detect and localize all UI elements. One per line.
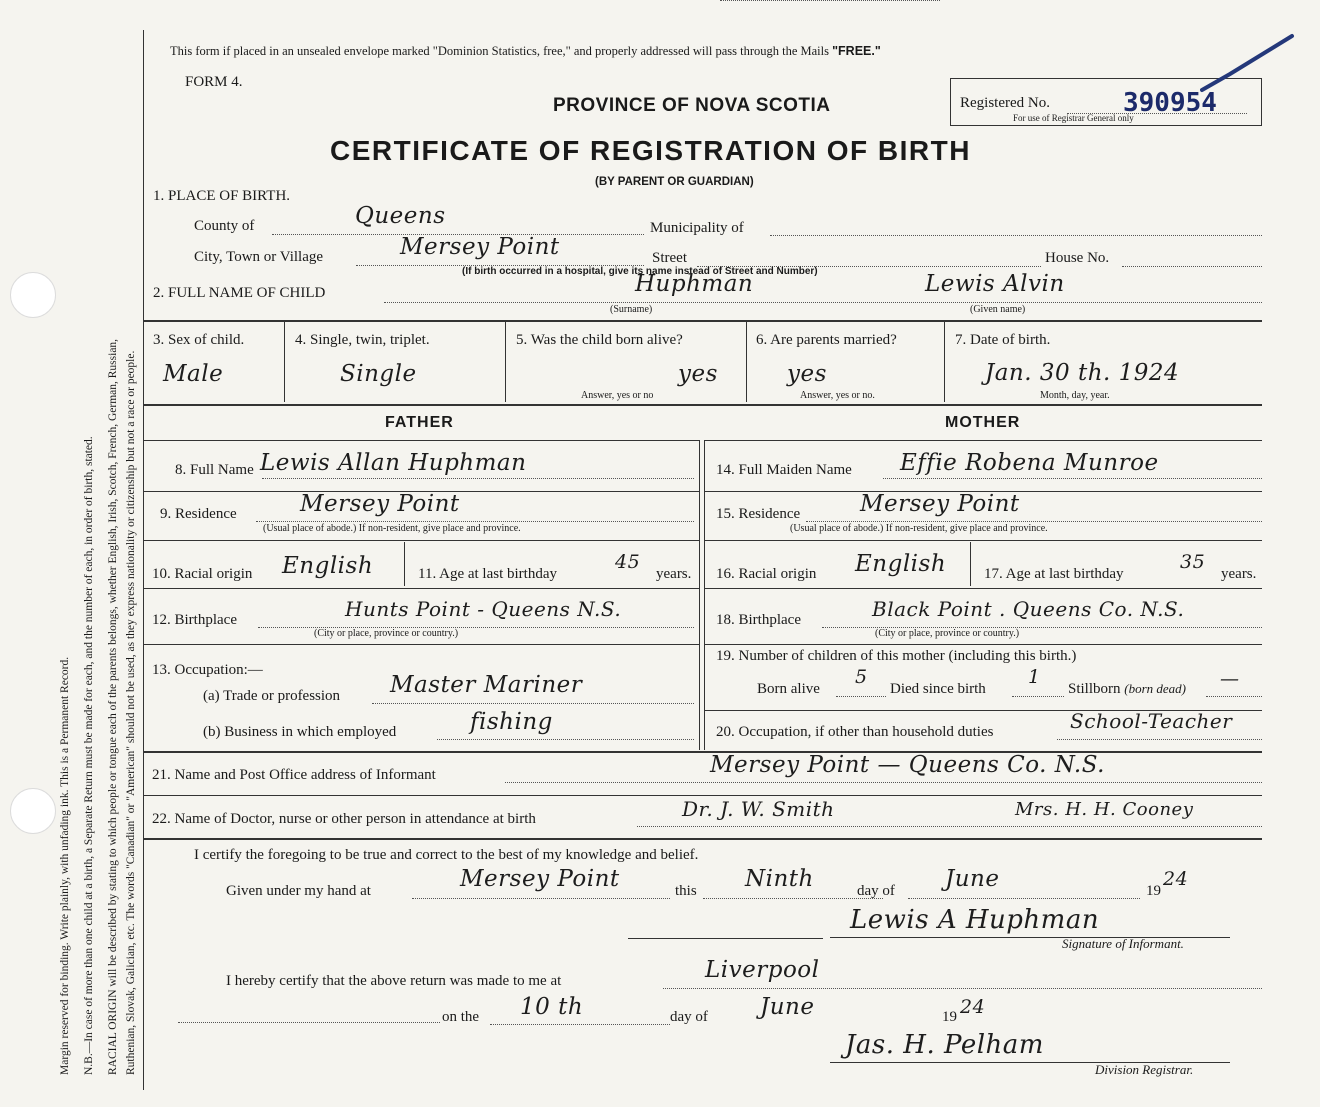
- mother-name-label: 14. Full Maiden Name: [716, 462, 852, 478]
- date-of-birth-caption: Month, day, year.: [1040, 390, 1110, 401]
- father-birthplace-label: 12. Birthplace: [152, 612, 237, 628]
- county-label: County of: [194, 218, 255, 234]
- mail-notice-free: "FREE.": [832, 44, 881, 58]
- divider-6-7: [944, 322, 945, 402]
- mother-residence-label: 15. Residence: [716, 506, 801, 522]
- given-name-caption: (Given name): [970, 304, 1026, 315]
- doctor-rule: [143, 838, 1262, 840]
- given-place-line: [412, 898, 670, 899]
- trade-value: Master Mariner: [390, 672, 583, 698]
- margin-text-line-1: Margin reserved for binding. Write plainly, with unfading ink. This is a Permanent Record.: [59, 656, 71, 1075]
- binding-hole-top: [10, 272, 56, 318]
- informant-rule: [143, 795, 1262, 796]
- rule-short: [628, 938, 823, 939]
- children-count-label: 19. Number of children of this mother (including this birth.): [716, 648, 1077, 664]
- father-residence-caption: (Usual place of abode.) If non-resident, give place and province.: [263, 523, 521, 534]
- mail-notice: [170, 45, 881, 58]
- mother-age-label: 17. Age at last birthday: [984, 566, 1124, 582]
- margin-text-line-4: Ruthenian, Slovak, Galician, etc. The words "Canadian" or "American" should not be used, as they express nationality or citizenship but not a race or people.: [125, 350, 137, 1075]
- this-label: this: [675, 883, 697, 899]
- place-of-birth-label: 1. PLACE OF BIRTH.: [153, 188, 291, 204]
- day-value: Ninth: [745, 866, 814, 892]
- given-place-value: Mersey Point: [460, 866, 620, 892]
- given-under-hand-label: Given under my hand at: [226, 883, 371, 899]
- registered-number-value: 390954: [1123, 88, 1217, 118]
- sex-label: 3. Sex of child.: [153, 332, 245, 348]
- day-line: [703, 898, 883, 899]
- father-racial-label: 10. Racial origin: [152, 566, 253, 582]
- registrar-caption: Division Registrar.: [1095, 1062, 1194, 1077]
- date-of-birth-label: 7. Date of birth.: [955, 332, 1051, 348]
- row-3-top-rule: [143, 320, 1262, 322]
- informant-signature: Lewis A Huphman: [850, 905, 1100, 935]
- registered-number-label: Registered No.: [960, 95, 1050, 111]
- died-since-birth-line: [1012, 696, 1064, 697]
- registrar-statement: I hereby certify that the above return was made to me at: [226, 973, 562, 989]
- stillborn-value: —: [1220, 668, 1240, 690]
- divider-4-5: [505, 322, 506, 402]
- parents-divider-left: [699, 440, 700, 750]
- father-birthplace-value: Hunts Point - Queens N.S.: [345, 597, 622, 621]
- doctor-line: [637, 826, 1262, 827]
- father-name-value: Lewis Allan Huphman: [260, 450, 527, 476]
- business-value: fishing: [470, 709, 553, 735]
- mother-age-value: 35: [1180, 551, 1206, 573]
- date-of-birth-value: Jan. 30 th. 1924: [985, 360, 1180, 386]
- mother-racial-value: English: [855, 551, 947, 577]
- father-residence-value: Mersey Point: [300, 491, 460, 517]
- margin-text-line-2: N.B.—In case of more than one child at a birth, a Separate Return must be made for each, and the number of each, in order of birth, stated.: [83, 436, 95, 1075]
- stillborn-caption: (born dead): [1124, 681, 1187, 696]
- mother-name-line: [883, 478, 1262, 479]
- father-age-value: 45: [615, 551, 641, 573]
- house-number-label: House No.: [1045, 250, 1110, 266]
- father-race-age-divider: [404, 542, 405, 586]
- mother-name-value: Effie Robena Munroe: [900, 450, 1159, 476]
- registrar-place-value: Liverpool: [705, 957, 820, 983]
- father-age-label: 11. Age at last birthday: [418, 566, 557, 582]
- city-value: Mersey Point: [400, 234, 560, 260]
- father-birthplace-caption: (City or place, province or country.): [314, 628, 459, 639]
- father-rule-5: [143, 644, 699, 645]
- mother-rule-1: [704, 440, 1262, 441]
- registrar-year-prefix: 19: [942, 1009, 957, 1025]
- father-rule-1: [143, 440, 699, 441]
- informant-value: Mersey Point — Queens Co. N.S.: [710, 752, 1105, 778]
- mother-rule-4: [704, 588, 1262, 589]
- born-alive-caption: Answer, yes or no: [581, 390, 654, 401]
- mother-race-age-divider: [970, 542, 971, 586]
- year-prefix: 19: [1146, 883, 1161, 899]
- mother-occupation-label: 20. Occupation, if other than household duties: [716, 724, 994, 740]
- parents-married-caption: Answer, yes or no.: [800, 390, 875, 401]
- mother-birthplace-value: Black Point . Queens Co. N.S.: [872, 597, 1185, 621]
- single-twin-label: 4. Single, twin, triplet.: [295, 332, 430, 348]
- city-label: City, Town or Village: [194, 249, 324, 265]
- street-label: Street: [652, 250, 687, 266]
- doctor-label: 22. Name of Doctor, nurse or other person in attendance at birth: [152, 811, 536, 827]
- margin-text-line-3: RACIAL ORIGIN will be described by stating to which people or tongue each of the parents belongs, whether English, Irish, Scotch, French, German, Russian,: [107, 338, 119, 1075]
- mother-birthplace-label: 18. Birthplace: [716, 612, 801, 628]
- born-alive-count-value: 5: [855, 666, 868, 688]
- mail-notice-text: This form if placed in an unsealed envelope marked "Dominion Statistics, free," and properly addressed will pass through the Mails: [170, 44, 833, 58]
- father-occupation-label: 13. Occupation:—: [152, 662, 263, 678]
- house-number-line: [1122, 266, 1262, 267]
- divider-3-4: [284, 322, 285, 402]
- parents-divider-right: [704, 440, 705, 750]
- certificate-title: CERTIFICATE OF REGISTRATION OF BIRTH: [330, 135, 971, 166]
- day-of-label: day of: [857, 883, 895, 899]
- father-name-line: [262, 478, 694, 479]
- doctor-value-1: Dr. J. W. Smith: [682, 797, 835, 821]
- stillborn-line: [1206, 696, 1262, 697]
- died-since-birth-label: Died since birth: [890, 681, 986, 697]
- stillborn-label-text: Stillborn: [1068, 681, 1121, 697]
- municipality-label: Municipality of: [650, 220, 744, 236]
- child-given-name: Lewis Alvin: [925, 271, 1065, 297]
- divider-5-6: [746, 322, 747, 402]
- mother-residence-caption: (Usual place of abode.) If non-resident, give place and province.: [790, 523, 1048, 534]
- mother-residence-line: [806, 521, 1262, 522]
- certify-statement: I certify the foregoing to be true and correct to the best of my knowledge and belief.: [194, 847, 699, 863]
- father-heading: FATHER: [385, 414, 454, 431]
- mother-rule-5: [704, 644, 1262, 645]
- registrar-year-suffix: 24: [960, 996, 986, 1018]
- mother-heading: MOTHER: [945, 414, 1021, 431]
- registrar-month-line: [720, 0, 940, 1]
- died-since-birth-value: 1: [1028, 666, 1041, 688]
- month-value: June: [945, 866, 1000, 892]
- father-residence-label: 9. Residence: [160, 506, 237, 522]
- registrar-month-value: June: [760, 994, 815, 1020]
- father-rule-3: [143, 540, 699, 541]
- mother-age-years: years.: [1221, 566, 1257, 582]
- surname-caption: (Surname): [610, 304, 653, 315]
- certificate-subtitle: (BY PARENT OR GUARDIAN): [595, 176, 754, 188]
- year-suffix: 24: [1163, 868, 1189, 890]
- pencil-mark: [1200, 30, 1300, 100]
- form-number: FORM 4.: [185, 74, 243, 90]
- stillborn-label: [1068, 682, 1186, 697]
- province-heading: PROVINCE OF NOVA SCOTIA: [553, 95, 831, 116]
- registrar-day-value: 10 th: [520, 994, 584, 1020]
- municipality-line: [770, 235, 1262, 236]
- father-name-label: 8. Full Name: [175, 462, 254, 478]
- father-residence-line: [256, 521, 694, 522]
- on-the-label: on the: [442, 1009, 480, 1025]
- mother-occupation-value: School-Teacher: [1070, 709, 1233, 733]
- registrar-day-of-label: day of: [670, 1009, 708, 1025]
- informant-signature-caption: Signature of Informant.: [1062, 936, 1184, 951]
- parents-married-answer: yes: [787, 361, 827, 387]
- parents-top-rule: [143, 404, 1262, 406]
- registrar-day-line: [490, 1024, 670, 1025]
- child-name-label: 2. FULL NAME OF CHILD: [153, 285, 326, 301]
- mother-racial-label: 16. Racial origin: [716, 566, 817, 582]
- parents-married-question: 6. Are parents married?: [756, 332, 897, 348]
- month-line: [908, 898, 1140, 899]
- informant-label: 21. Name and Post Office address of Informant: [152, 767, 436, 783]
- father-rule-4: [143, 588, 699, 589]
- hospital-note: (If birth occurred in a hospital, give its name instead of Street and Number): [462, 266, 818, 277]
- mother-rule-3: [704, 540, 1262, 541]
- child-name-line: [384, 302, 1262, 303]
- informant-line: [505, 782, 1262, 783]
- trade-label: (a) Trade or profession: [203, 688, 341, 704]
- business-label: (b) Business in which employed: [203, 724, 397, 740]
- margin-rule: [143, 30, 144, 1090]
- registrar-place-line: [663, 988, 1262, 989]
- father-racial-value: English: [282, 553, 374, 579]
- sex-value: Male: [163, 361, 224, 387]
- mother-occupation-line: [1057, 739, 1262, 740]
- business-line: [437, 739, 694, 740]
- doctor-value-2: Mrs. H. H. Cooney: [1015, 799, 1194, 820]
- registrar-signature: Jas. H. Pelham: [845, 1030, 1044, 1060]
- child-surname: Huphman: [635, 271, 754, 297]
- binding-hole-bottom: [10, 788, 56, 834]
- trade-line: [372, 703, 694, 704]
- mother-residence-value: Mersey Point: [860, 491, 1020, 517]
- county-value: Queens: [355, 203, 446, 229]
- registrar-use-note: For use of Registrar General only: [1013, 113, 1134, 123]
- born-alive-question: 5. Was the child born alive?: [516, 332, 683, 348]
- born-alive-answer: yes: [678, 361, 718, 387]
- registrar-left-line: [178, 1022, 440, 1023]
- born-alive-count-label: Born alive: [757, 681, 820, 697]
- father-age-years: years.: [656, 566, 692, 582]
- single-twin-value: Single: [340, 361, 417, 387]
- mother-birthplace-caption: (City or place, province or country.): [875, 628, 1020, 639]
- born-alive-count-line: [836, 696, 886, 697]
